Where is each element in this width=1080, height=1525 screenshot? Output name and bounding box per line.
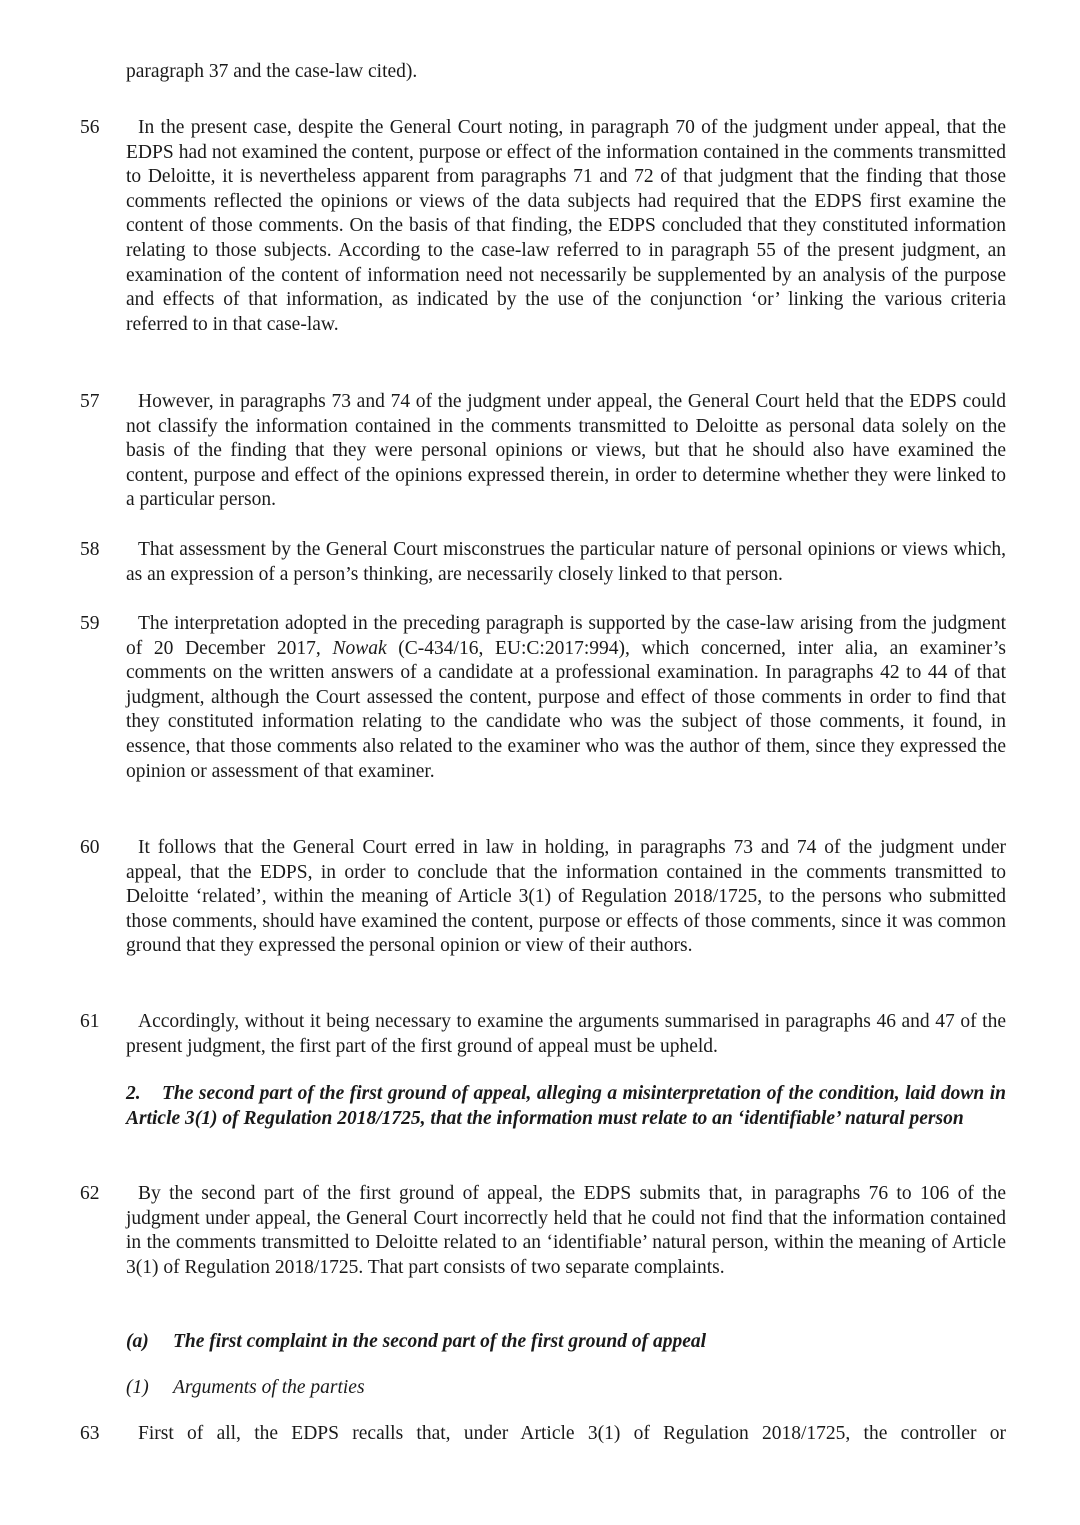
paragraph-number: 57 [80,391,100,412]
paragraph-number: 61 [80,1011,100,1032]
paragraph-number: 62 [80,1183,100,1204]
paragraph-number: 56 [80,117,100,138]
case-name-nowak: Nowak [332,637,387,659]
paragraph-61: Accordingly, without it being necessary to examine the arguments summarised in paragraphs 46 and 47 of the present judgment, the first part of the first ground of appeal must be upheld. [126,1011,1006,1057]
paragraph-59-text-before: The interpretation adopted in the preceding paragraph is supported by the case-law arising from the judgment of 20 December 2017, [126,613,1006,659]
sub-subsection-heading [126,1376,1006,1401]
paragraph-number: 59 [80,613,100,634]
sub-subsection-heading-text: Arguments of the parties [173,1377,365,1398]
paragraph-59-text-after: (C‑434/16, EU:C:2017:994), which concerned, inter alia, an examiner’s comments on the written answers of a candidate at a professional examination. In paragraphs 42 to 44 of that judgment, although the Court assessed the content, purpose and effect of those comments in order to find that they constituted information relating to the candidate who was the subject of those comments, it found, in essence, that those comments also related to the examiner who was the author of them, since they expressed the opinion or assessment of that examiner. [126,637,1006,782]
subsection-heading [126,1330,1006,1355]
paragraph-63: First of all, the EDPS recalls that, under Article 3(1) of Regulation 2018/1725, the controller or [138,1423,1006,1444]
paragraph-60: It follows that the General Court erred in law in holding, in paragraphs 73 and 74 of the judgment under appeal, that the EDPS, in order to conclude that the information contained in the comments transmitted to Deloitte ‘related’, within the meaning of Article 3(1) of Regulation 2018/1725, to the persons who submitted those comments, should have examined the content, purpose or effects of those comments, since it was common ground that they expressed the personal opinion or view of their authors. [126,837,1006,957]
subsection-heading-label: (a) [126,1331,149,1352]
section-heading [126,1082,1006,1131]
paragraph-57: However, in paragraphs 73 and 74 of the judgment under appeal, the General Court held that the EDPS could not classify the information contained in the comments transmitted to Deloitte as personal data solely on the basis of the finding that they were personal opinions or views, but that he should also have examined the content, purpose and effect of the opinions expressed therein, in order to determine whether they were linked to a particular person. [126,391,1006,511]
subsection-heading-text: The first complaint in the second part of the first ground of appeal [173,1331,707,1352]
paragraph-56: In the present case, despite the General Court noting, in paragraph 70 of the judgment under appeal, that the EDPS had not examined the content, purpose or effect of the information contained in the comments transmitted to Deloitte, it is nevertheless apparent from paragraphs 71 and 72 of that judgment that the finding that those comments reflected the opinions or views of the data subjects had required that the EDPS first examine the content of those comments. On the basis of that finding, the EDPS concluded that they constituted information relating to those subjects. According to the case-law referred to in paragraph 55 of the present judgment, an examination of the content of information need not necessarily be supplemented by an analysis of the purpose and effects of that information, as indicated by the use of the conjunction ‘or’ linking the various criteria referred to in that case-law. [126,117,1006,335]
paragraph-number: 63 [80,1423,100,1444]
continuation-text: paragraph 37 and the case-law cited). [126,61,418,82]
paragraph-58: That assessment by the General Court misconstrues the particular nature of personal opinions or views which, as an expression of a person’s thinking, are necessarily closely linked to that person. [126,539,1006,585]
section-heading-text: The second part of the first ground of appeal, alleging a misinterpretation of the condition, laid down in Article 3(1) of Regulation 2018/1725, that the information must relate to an ‘identifiable’ natural person [126,1083,1006,1129]
paragraph-number: 60 [80,837,100,858]
paragraph-62: By the second part of the first ground of appeal, the EDPS submits that, in paragraphs 76 to 106 of the judgment under appeal, the General Court incorrectly held that he could not find that the information contained in the comments transmitted to Deloitte related to an ‘identifiable’ natural person, within the meaning of Article 3(1) of Regulation 2018/1725. That part consists of two separate complaints. [126,1183,1006,1278]
paragraph-59 [126,612,1006,784]
sub-subsection-heading-label: (1) [126,1377,149,1398]
section-heading-number: 2. [126,1083,141,1104]
paragraph-number: 58 [80,539,100,560]
